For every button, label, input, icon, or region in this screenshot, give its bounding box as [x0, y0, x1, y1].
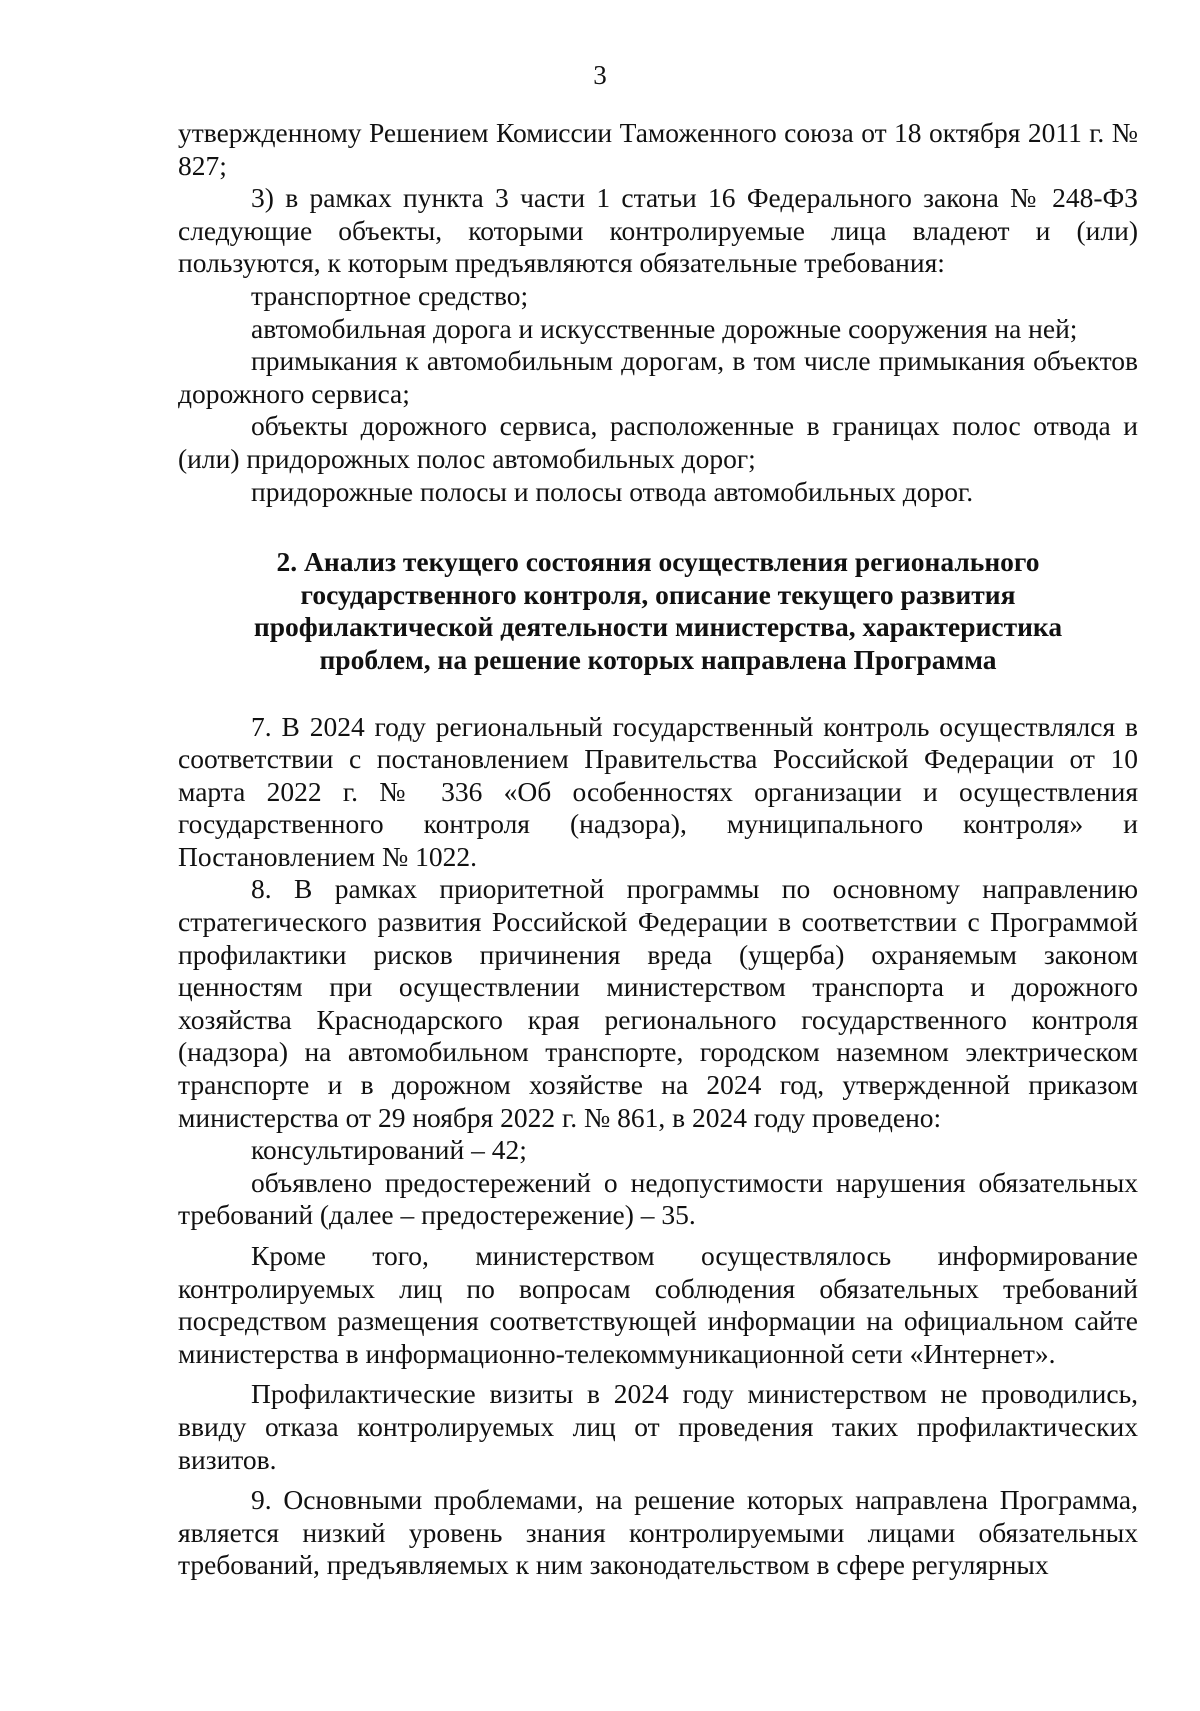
list-item-warnings: объявлено предостережений о недопустимости нарушения обязательных требований (далее – предостережение) – 35.	[178, 1166, 1138, 1231]
section-heading: 2. Анализ текущего состояния осуществления регионального государственного контроля, описание текущего развития профилактической деятельности министерства, характеристика проблем, на решение которых направлена Программа	[253, 546, 1063, 675]
list-item-vehicle: транспортное средство;	[251, 279, 529, 311]
paragraph-7: 7. В 2024 году региональный государственный контроль осуществлялся в соответствии с постановлением Правительства Российской Федерации от 10 марта 2022 г. № 336 «Об особенностях организации и осуществления государственного контроля (надзора), муниципального контроля» и Постановлением № 1022.	[178, 710, 1138, 872]
document-body	[178, 117, 1138, 1582]
list-item-consultations: консультирований – 42;	[251, 1134, 527, 1166]
page-number: 3	[593, 60, 607, 90]
list-item-roadside-strips: придорожные полосы и полосы отвода автомобильных дорог.	[251, 475, 974, 507]
list-item-junctions: примыкания к автомобильным дорогам, в том числе примыкания объектов дорожного сервиса;	[178, 345, 1138, 409]
paragraph-informing: Кроме того, министерством осуществлялось информирование контролируемых лиц по вопросам соблюдения обязательных требований посредством размещения соответствующей информации на официальном сайте министерства в информационно-телекоммуникационной сети «Интернет».	[178, 1240, 1138, 1369]
paragraph-visits: Профилактические визиты в 2024 году министерством не проводились, ввиду отказа контролируемых лиц от проведения таких профилактических визитов.	[178, 1378, 1138, 1475]
list-item-road: автомобильная дорога и искусственные дорожные сооружения на ней;	[251, 312, 1078, 344]
list-item-service-objects: объекты дорожного сервиса, расположенные в границах полос отвода и (или) придорожных полос автомобильных дорог;	[178, 410, 1138, 474]
paragraph-8: 8. В рамках приоритетной программы по основному направлению стратегического развития Российской Федерации в соответствии с Программой профилактики рисков причинения вреда (ущерба) охраняемым законом ценностям при осуществлении министерством транспорта и дорожного хозяйства Краснодарского края регионального государственного контроля (надзора) на автомобильном транспорте, городском наземном электрическом транспорте и в дорожном хозяйстве на 2024 год, утвержденной приказом министерства от 29 ноября 2022 г. № 861, в 2024 году проведено:	[178, 873, 1138, 1133]
paragraph-continuation: утвержденному Решением Комиссии Таможенного союза от 18 октября 2011 г. № 827;	[178, 117, 1138, 181]
paragraph-item-3: 3) в рамках пункта 3 части 1 статьи 16 Федерального закона № 248-ФЗ следующие объекты, которыми контролируемые лица владеют и (или) пользуются, к которым предъявляются обязательные требования:	[178, 182, 1138, 279]
paragraph-9: 9. Основными проблемами, на решение которых направлена Программа, является низкий уровень знания контролируемыми лицами обязательных требований, предъявляемых к ним законодательством в сфере регулярных	[178, 1484, 1138, 1581]
